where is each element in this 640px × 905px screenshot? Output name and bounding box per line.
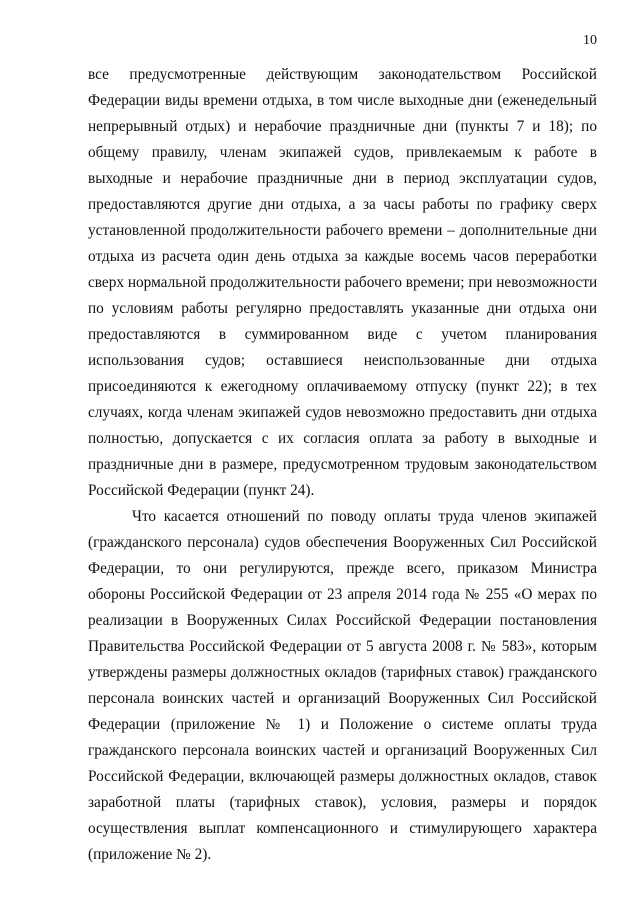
text-line: по условиям работы регулярно предоставлять указанные дни отдыха они bbox=[88, 300, 597, 317]
text-line: полностью, допускается с их согласия оплата за работу в выходные и bbox=[88, 430, 597, 447]
text-line: сверх нормальной продолжительности рабочего времени; при невозможности bbox=[88, 274, 598, 291]
text-line: Российской Федерации (пункт 24). bbox=[88, 482, 315, 499]
text-line: осуществления выплат компенсационного и стимулирующего характера bbox=[88, 820, 597, 837]
paragraph-2 bbox=[88, 504, 597, 868]
text-line: персонала воинских частей и организаций Вооруженных Сил Российской bbox=[88, 690, 597, 707]
text-line: предоставляются в суммированном виде с учетом планирования bbox=[88, 326, 597, 343]
text-line: непрерывный отдых) и нерабочие праздничные дни (пункты 7 и 18); по bbox=[88, 118, 597, 135]
paragraph-1 bbox=[88, 62, 597, 504]
text-line: присоединяются к ежегодному оплачиваемому отпуску (пункт 22); в тех bbox=[88, 378, 597, 395]
text-line: гражданского персонала воинских частей и организаций Вооруженных Сил bbox=[88, 742, 597, 759]
text-line: Российской Федерации, включающей размеры должностных окладов, ставок bbox=[88, 768, 597, 785]
text-line: установленной продолжительности рабочего времени – дополнительные дни bbox=[88, 222, 597, 239]
text-line: (приложение № 2). bbox=[88, 846, 212, 863]
page-number: 10 bbox=[583, 33, 597, 48]
text-line: случаях, когда членам экипажей судов невозможно предоставить дни отдыха bbox=[88, 404, 597, 421]
text-line: общему правилу, членам экипажей судов, привлекаемым к работе в bbox=[88, 144, 597, 161]
text-line: утверждены размеры должностных окладов (тарифных ставок) гражданского bbox=[88, 664, 597, 681]
text-line: выходные и нерабочие праздничные дни в период эксплуатации судов, bbox=[88, 170, 597, 187]
text-line: заработной платы (тарифных ставок), условия, размеры и порядок bbox=[88, 794, 597, 811]
text-line: предоставляются другие дни отдыха, а за часы работы по графику сверх bbox=[88, 196, 597, 213]
text-line: отдыха из расчета один день отдыха за каждые восемь часов переработки bbox=[88, 248, 597, 265]
text-line: Правительства Российской Федерации от 5 августа 2008 г. № 583», которым bbox=[88, 638, 597, 655]
text-line: использования судов; оставшиеся неиспользованные дни отдыха bbox=[88, 352, 597, 369]
text-line: Федерации виды времени отдыха, в том числе выходные дни (еженедельный bbox=[88, 92, 597, 109]
text-line: реализации в Вооруженных Силах Российской Федерации постановления bbox=[88, 612, 597, 629]
text-line: праздничные дни в размере, предусмотренном трудовым законодательством bbox=[88, 456, 597, 473]
text-line: Федерации (приложение № 1) и Положение о системе оплаты труда bbox=[88, 716, 597, 733]
text-line: Федерации, то они регулируются, прежде всего, приказом Министра bbox=[88, 560, 597, 577]
text-line: Что касается отношений по поводу оплаты труда членов экипажей bbox=[132, 508, 597, 525]
text-line: (гражданского персонала) судов обеспечения Вооруженных Сил Российской bbox=[88, 534, 597, 551]
text-line: все предусмотренные действующим законодательством Российской bbox=[88, 66, 597, 83]
text-line: обороны Российской Федерации от 23 апреля 2014 года № 255 «О мерах по bbox=[88, 586, 597, 603]
